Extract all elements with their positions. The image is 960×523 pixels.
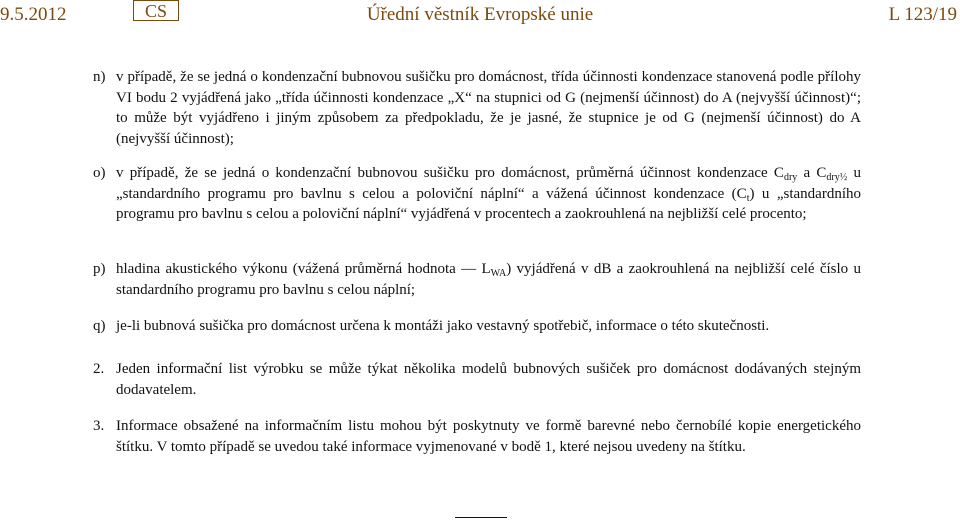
item-label: n) [93,69,106,85]
item-label: o) [93,165,106,181]
item-label: p) [93,261,106,277]
item-text: hladina akustického výkonu (vážená průměrná hodnota — $L_{WA}$) vyjádřená v dB a zaokrouhlená na nejbližší celé číslo u standardního programu pro bavlnu s celou náplní; [116,261,861,298]
item-label: q) [93,318,106,334]
point-number: 3. [93,418,105,434]
list-item-n [93,67,861,149]
item-text: je-li bubnová sušička pro domácnost určena k montáži jako vestavný spotřebič, informace o této skutečnosti. [116,318,770,334]
point-number: 2. [93,361,105,377]
item-text: v případě, že se jedná o kondenzační bubnovou sušičku pro domácnost, třída účinnosti kondenzace stanovená podle přílohy VI bodu 2 vyjádřená jako „třída účinnosti kondenzace „X“ na stupnici od G (nejmenší účinnost) do A (nejvyšší účinnost)“; to může být vyjádřeno i jiným způsobem za předpokladu, že je jasné, že stupnice je od G (nejmenší účinnost) do A (nejvyšší účinnost); [116,69,861,147]
list-item-o [93,163,861,225]
page-reference: L 123/19 [888,4,957,25]
publication-date: 9.5.2012 [0,4,67,25]
point-text: Informace obsažené na informačním listu mohou být poskytnuty ve formě barevné nebo černobílé kopie energetického štítku. V tomto případě se uvedou také informace vyjmenované v bodě 1, které nejsou uvedeny na štítku. [116,418,861,455]
numbered-point-3 [93,416,861,457]
language-badge: CS [133,0,179,21]
list-item-q [93,316,873,337]
list-item-p [93,259,861,300]
point-text: Jeden informační list výrobku se může týkat několika modelů bubnových sušiček pro domácnost dodávaných stejným dodavatelem. [116,361,861,398]
journal-title: Úřední věstník Evropské unie [366,4,594,25]
numbered-point-2 [93,359,861,400]
page-header [0,0,960,34]
footer-separator [455,517,507,518]
item-text: v případě, že se jedná o kondenzační bubnovou sušičku pro domácnost, průměrná účinnost kondenzace $C_{dry}$ a $C_{dry\frac{1}{2}}$ u „standardního programu pro bavlnu s celou a poloviční náplní“ a vážená účinnost kondenzace $(C_t)$ u „standardního programu pro bavlnu s celou a poloviční náplní“ vyjádřená v procentech a zaokrouhlená na nejbližší celé procento; [116,165,861,223]
